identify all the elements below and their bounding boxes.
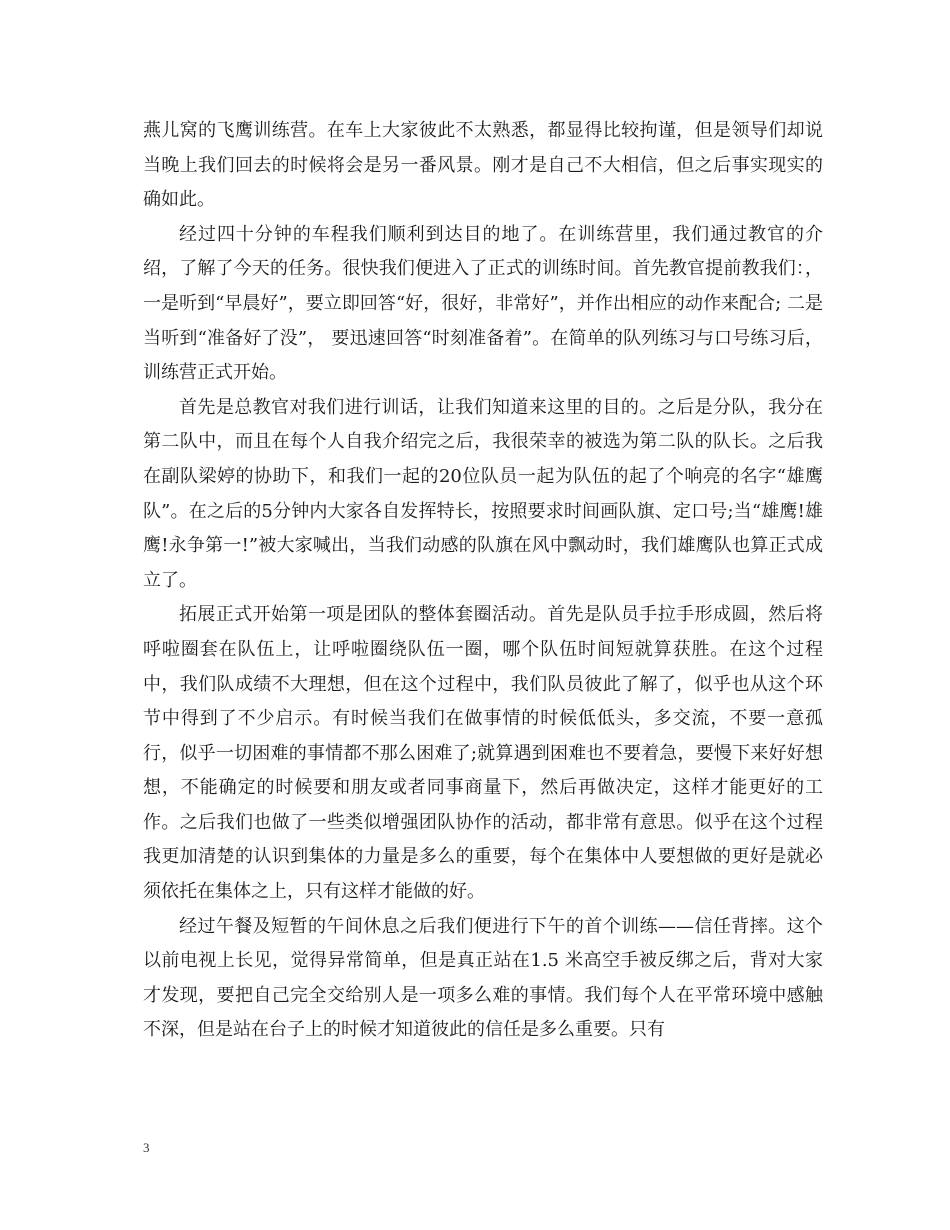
paragraph-2: 经过四十分钟的车程我们顺利到达目的地了。在训练营里，我们通过教官的介绍，了解了今天的任务。很快我们便进入了正式的训练时间。首先教官提前教我们：，一是听到“早晨好”，要立即回答“好，很好，非常好”，并作出相应的动作来配合; 二是当听到“准备好了没”， 要迅速回答“时刻准备着”。在简单的队列练习与口号练习后，训练营正式开始。 — [143, 223, 823, 384]
body-text — [143, 114, 823, 1048]
page-number: 3 — [143, 1140, 150, 1155]
paragraph-4: 拓展正式开始第一项是团队的整体套圈活动。首先是队员手拉手形成圆，然后将呼啦圈套在队伍上，让呼啦圈绕队伍一圈，哪个队伍时间短就算获胜。在这个过程中，我们队成绩不大理想，但在这个过程中，我们队员彼此了解了，似乎也从这个环节中得到了不少启示。有时候当我们在做事情的时候低低头，多交流，不要一意孤行，似乎一切困难的事情都不那么困难了;就算遇到困难也不要着急，要慢下来好好想想，不能确定的时候要和朋友或者同事商量下，然后再做决定，这样才能更好的工作。之后我们也做了一些类似增强团队协作的活动，都非常有意思。似乎在这个过程我更加清楚的认识到集体的力量是多么的重要，每个在集体中人要想做的更好是就必须依托在集体之上，只有这样才能做的好。 — [143, 604, 823, 903]
paragraph-1: 燕儿窝的飞鹰训练营。在车上大家彼此不太熟悉，都显得比较拘谨，但是领导们却说当晚上我们回去的时候将会是另一番风景。刚才是自己不大相信，但之后事实现实的确如此。 — [143, 120, 823, 211]
paragraph-5: 经过午餐及短暂的午间休息之后我们便进行下午的首个训练——信任背摔。这个以前电视上长见，觉得异常简单，但是真正站在1.5 米高空手被反绑之后，背对大家才发现，要把自己完全交给别人是一项多么难的事情。我们每个人在平常环境中感触不深，但是站在台子上的时候才知道彼此的信任是多么重要。只有 — [143, 915, 823, 1041]
paragraph-3: 首先是总教官对我们进行训话，让我们知道来这里的目的。之后是分队，我分在第二队中，而且在每个人自我介绍完之后，我很荣幸的被选为第二队的队长。之后我在副队梁婷的协助下，和我们一起的20位队员一起为队伍的起了个响亮的名字“雄鹰队”。在之后的5分钟内大家各自发挥特长，按照要求时间画队旗、定口号;当“雄鹰!雄鹰!永争第一!”被大家喊出，当我们动感的队旗在风中飘动时，我们雄鹰队也算正式成立了。 — [143, 396, 823, 591]
